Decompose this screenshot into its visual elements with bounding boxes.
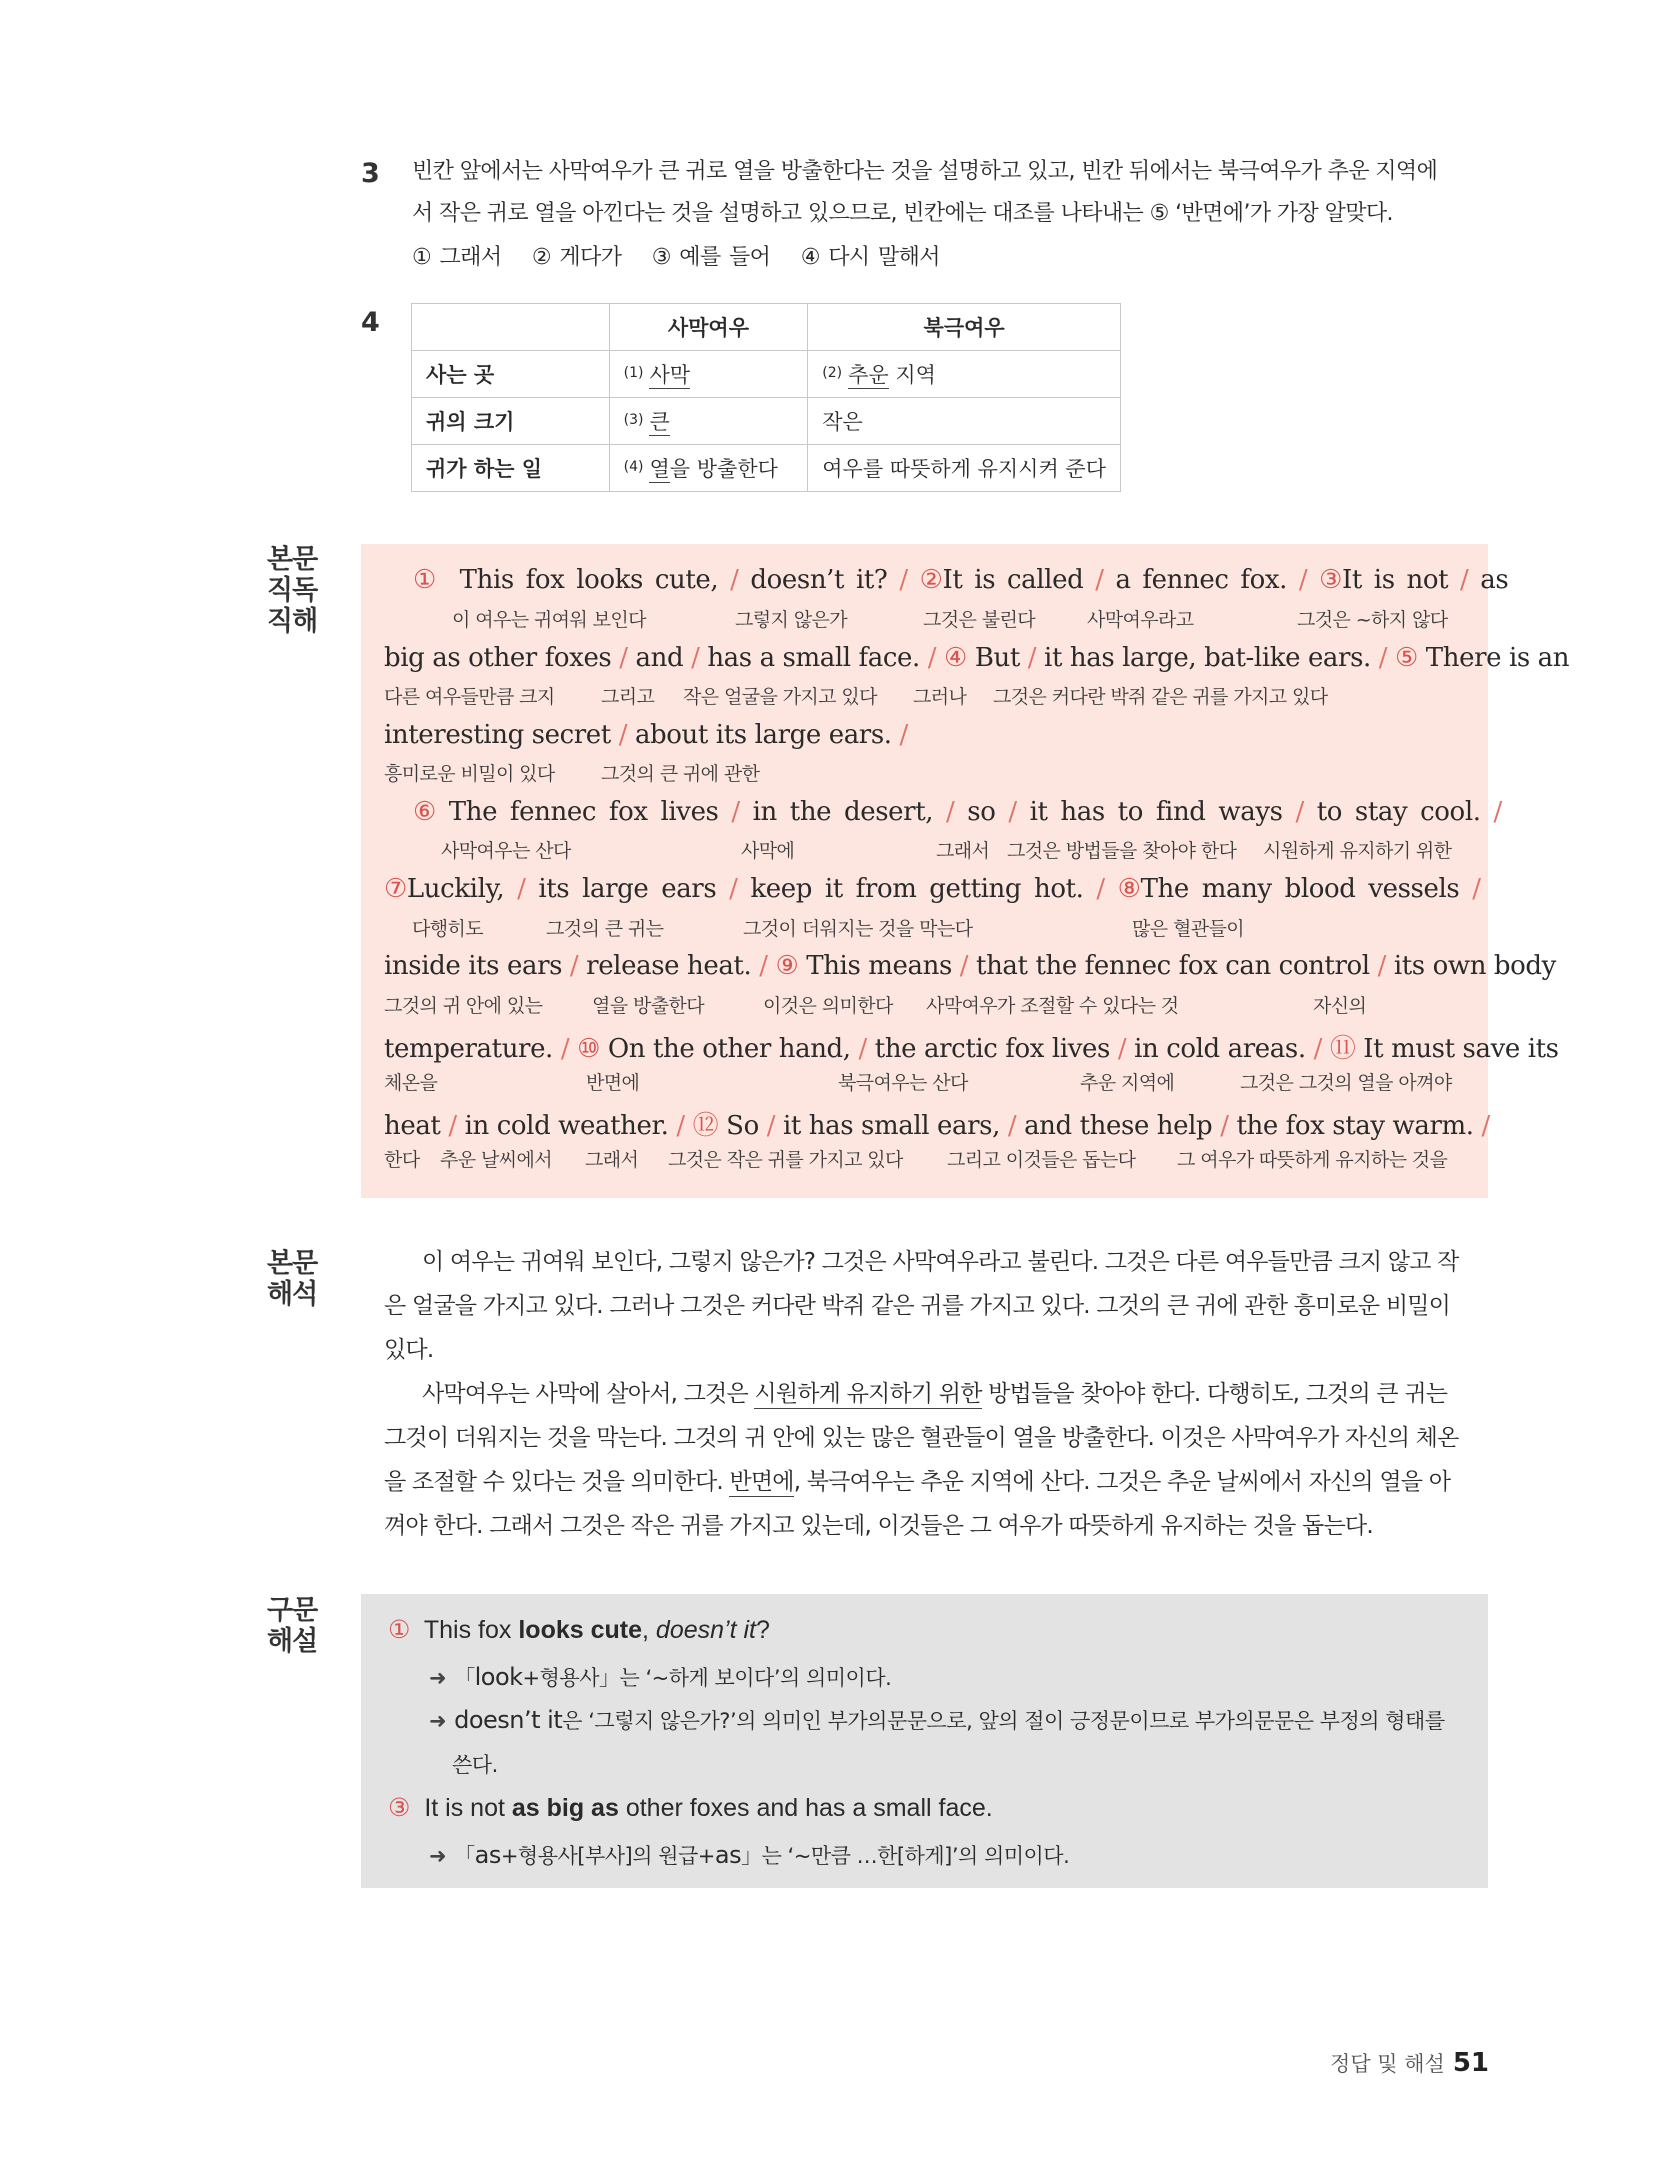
translation-p2-line-2: 그것이 더워지는 것을 막는다. 그것의 귀 안에 있는 많은 혈관들이 열을 방출한다. 이것은 사막여우가 자신의 체온 bbox=[384, 1425, 1459, 1451]
question-3-number: 3 bbox=[361, 158, 380, 189]
translation-p2-line-1: 사막여우는 사막에 살아서, 그것은 시원하게 유지하기 위한 방법들을 찾아야 한다. 다행히도, 그것의 큰 귀는 bbox=[422, 1381, 1448, 1407]
translation-p1-line-2: 은 얼굴을 가지고 있다. 그러나 그것은 커다란 박쥐 같은 귀를 가지고 있다. 그것의 큰 귀에 관한 흥미로운 비밀이 bbox=[384, 1293, 1451, 1319]
note-1-explain-2-cont: 쓴다. bbox=[452, 1753, 498, 1777]
direct-gloss-1c: 그것은 불린다 bbox=[923, 609, 1035, 631]
question-3-line-1: 빈칸 앞에서는 사막여우가 큰 귀로 열을 방출한다는 것을 설명하고 있고, 빈칸 뒤에서는 북극여우가 추운 지역에 bbox=[412, 159, 1438, 184]
note-3-sentence: ③ It is not as big as other foxes and has a small face. bbox=[388, 1794, 993, 1822]
direct-gloss-2c: 작은 얼굴을 가지고 있다 bbox=[683, 686, 877, 708]
choice-2: ② 게다가 bbox=[531, 245, 622, 270]
direct-gloss-3a: 흥미로운 비밀이 있다 bbox=[384, 763, 555, 785]
direct-gloss-4c: 그래서 bbox=[936, 840, 990, 862]
note-1-sentence: ① This fox looks cute, doesn’t it? bbox=[388, 1616, 770, 1644]
direct-gloss-2e: 그것은 커다란 박쥐 같은 귀를 가지고 있다 bbox=[993, 686, 1328, 708]
direct-gloss-7b: 반면에 bbox=[586, 1072, 640, 1094]
direct-gloss-7e: 그것은 그것의 열을 아껴야 bbox=[1240, 1072, 1452, 1094]
direct-gloss-4e: 시원하게 유지하기 위한 bbox=[1263, 840, 1452, 862]
question-3-line-2: 서 작은 귀로 열을 아낀다는 것을 설명하고 있으므로, 빈칸에는 대조를 나타내는 ⑤ ‘반면에’가 가장 알맞다. bbox=[412, 201, 1393, 226]
page-number: 51 bbox=[1452, 2048, 1489, 2078]
table-cell: $^{(4)}$ 열을 방출한다 bbox=[609, 445, 808, 492]
direct-gloss-8d: 그것은 작은 귀를 가지고 있다 bbox=[668, 1149, 903, 1171]
direct-gloss-7a: 체온을 bbox=[384, 1072, 438, 1094]
choice-3: ③ 예를 들어 bbox=[651, 245, 771, 270]
direct-line-4: ⑥ The fennec fox lives / in the desert, / so / it has to find ways / to stay cool. / bbox=[413, 797, 1502, 827]
direct-gloss-1e: 그것은 ~하지 않다 bbox=[1297, 609, 1448, 631]
direct-gloss-2b: 그리고 bbox=[601, 686, 655, 708]
direct-line-3: interesting secret / about its large ears. / bbox=[384, 720, 908, 750]
table-cell: 여우를 따뜻하게 유지시켜 준다 bbox=[808, 445, 1121, 492]
table-row bbox=[412, 351, 1121, 398]
direct-gloss-7d: 추운 지역에 bbox=[1080, 1072, 1175, 1094]
direct-line-7: temperature. / ⑩ On the other hand, / the arctic fox lives / in cold areas. / ⑪ It must save its bbox=[384, 1034, 1559, 1064]
translation-p2-line-3: 을 조절할 수 있다는 것을 의미한다. 반면에, 북극여우는 추운 지역에 산다. 그것은 추운 날씨에서 자신의 열을 아 bbox=[384, 1469, 1451, 1495]
section-label-translation: 본문 해석 bbox=[267, 1248, 318, 1310]
direct-gloss-2a: 다른 여우들만큼 크지 bbox=[384, 686, 555, 708]
question-4-number: 4 bbox=[361, 307, 380, 338]
table-cell: $^{(1)}$ 사막 bbox=[609, 351, 808, 398]
row-label: 귀의 크기 bbox=[412, 398, 610, 445]
question-3-choices bbox=[412, 243, 940, 273]
page-footer bbox=[1330, 2048, 1489, 2078]
direct-line-6: inside its ears / release heat. / ⑨ This means / that the fennec fox can control / its own body bbox=[384, 951, 1556, 981]
direct-gloss-6d: 사막여우가 조절할 수 있다는 것 bbox=[926, 995, 1179, 1017]
direct-line-5: ⑦Luckily, / its large ears / keep it from getting hot. / ⑧The many blood vessels / bbox=[384, 874, 1481, 904]
direct-gloss-5b: 그것의 큰 귀는 bbox=[546, 918, 664, 940]
direct-gloss-6c: 이것은 의미한다 bbox=[763, 995, 893, 1017]
table-header-fennec: 사막여우 bbox=[609, 304, 808, 351]
direct-gloss-3b: 그것의 큰 귀에 관한 bbox=[601, 763, 760, 785]
direct-gloss-8e: 그리고 이것들은 돕는다 bbox=[947, 1149, 1136, 1171]
direct-gloss-8b: 추운 날씨에서 bbox=[440, 1149, 552, 1171]
table-header-row bbox=[412, 304, 1121, 351]
direct-gloss-8a: 한다 bbox=[384, 1149, 420, 1171]
choice-1: ① 그래서 bbox=[412, 245, 502, 270]
direct-gloss-6b: 열을 방출한다 bbox=[592, 995, 704, 1017]
table-header-empty bbox=[412, 304, 610, 351]
note-1-explain-1: ➜ 「look+형용사」는 ‘~하게 보이다’의 의미이다. bbox=[429, 1663, 892, 1691]
direct-gloss-8c: 그래서 bbox=[585, 1149, 639, 1171]
row-label: 귀가 하는 일 bbox=[412, 445, 610, 492]
note-3-explain-1: ➜ 「as+형용사[부사]의 원급+as」는 ‘~만큼 …한[하게]’의 의미이다. bbox=[429, 1841, 1070, 1869]
translation-p1-line-1: 이 여우는 귀여워 보인다, 그렇지 않은가? 그것은 사막여우라고 불린다. 그것은 다른 여우들만큼 크지 않고 작 bbox=[422, 1249, 1459, 1275]
direct-gloss-5c: 그것이 더워지는 것을 막는다 bbox=[743, 918, 973, 940]
direct-line-8: heat / in cold weather. / ⑫ So / it has small ears, / and these help / the fox stay warm. / bbox=[384, 1111, 1490, 1141]
direct-gloss-2d: 그러나 bbox=[913, 686, 967, 708]
direct-gloss-4d: 그것은 방법들을 찾아야 한다 bbox=[1007, 840, 1237, 862]
comparison-table bbox=[411, 303, 1121, 492]
translation-p2-line-4: 껴야 한다. 그래서 그것은 작은 귀를 가지고 있는데, 이것들은 그 여우가 따뜻하게 유지하는 것을 돕는다. bbox=[384, 1513, 1373, 1539]
footer-label: 정답 및 해설 bbox=[1330, 2052, 1445, 2076]
table-cell: 작은 bbox=[808, 398, 1121, 445]
table-row bbox=[412, 398, 1121, 445]
direct-gloss-6e: 자신의 bbox=[1313, 995, 1367, 1017]
direct-gloss-1b: 그렇지 않은가 bbox=[735, 609, 847, 631]
direct-line-1: ① This fox looks cute, / doesn’t it? / ②It is called / a fennec fox. / ③It is not / as bbox=[413, 565, 1509, 595]
choice-4: ④ 다시 말해서 bbox=[800, 245, 940, 270]
direct-gloss-5d: 많은 혈관들이 bbox=[1132, 918, 1244, 940]
row-label: 사는 곳 bbox=[412, 351, 610, 398]
translation-p1-line-3: 있다. bbox=[384, 1337, 434, 1363]
direct-gloss-1a: 이 여우는 귀여워 보인다 bbox=[452, 609, 646, 631]
direct-gloss-8f: 그 여우가 따뜻하게 유지하는 것을 bbox=[1177, 1149, 1448, 1171]
direct-gloss-7c: 북극여우는 산다 bbox=[838, 1072, 968, 1094]
table-cell: $^{(2)}$ 추운 지역 bbox=[808, 351, 1121, 398]
table-cell: $^{(3)}$ 큰 bbox=[609, 398, 808, 445]
direct-gloss-6a: 그것의 귀 안에 있는 bbox=[384, 995, 543, 1017]
table-header-arctic: 북극여우 bbox=[808, 304, 1121, 351]
table-row bbox=[412, 445, 1121, 492]
section-label-direct: 본문 직독 직해 bbox=[267, 544, 318, 637]
direct-gloss-4a: 사막여우는 산다 bbox=[441, 840, 571, 862]
direct-gloss-4b: 사막에 bbox=[741, 840, 795, 862]
direct-line-2: big as other foxes / and / has a small face. / ④ But / it has large, bat-like ears. / ⑤ There is an bbox=[384, 643, 1570, 673]
note-1-explain-2: ➜ doesn’t it은 ‘그렇지 않은가?’의 의미인 부가의문문으로, 앞의 절이 긍정문이므로 부가의문문은 부정의 형태를 bbox=[429, 1706, 1445, 1734]
direct-gloss-1d: 사막여우라고 bbox=[1087, 609, 1194, 631]
direct-gloss-5a: 다행히도 bbox=[412, 918, 484, 940]
section-label-structure: 구문 해설 bbox=[267, 1595, 318, 1657]
